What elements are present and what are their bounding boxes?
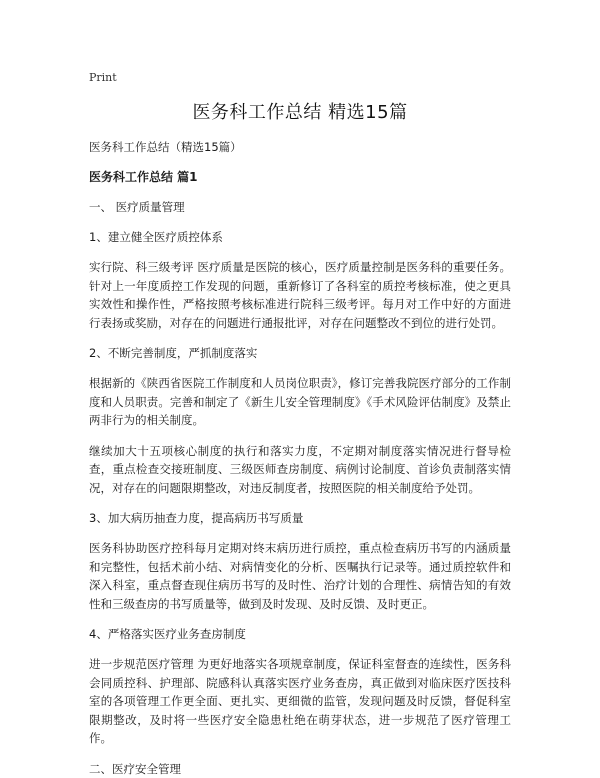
heading-medical-quality: 一、 医疗质量管理 bbox=[89, 200, 185, 214]
paragraph: 继续加大十五项核心制度的执行和落实力度，不定期对制度落实情况进行督导检查，重点检查交接班制度、三级医师查房制度、病例讨论制度、首诊负责制落实情况，对存在的问题限期整改，对违反制度者，按照医院的相关制度给予处罚。 bbox=[89, 443, 511, 495]
paragraph: 实行院、科三级考评 医疗质量是医院的核心，医疗质量控制是医务科的重要任务。针对上一年度质控工作发现的问题，重新修订了各科室的质控考核标准，使之更具实效性和操作性，严格按照考核标准进行院科三级考评。每月对工作中好的方面进行表扬或奖励，对存在的问题进行通报批评，对存在问题整改不到位的进行处罚。 bbox=[89, 260, 511, 330]
paragraph: 进一步规范医疗管理 为更好地落实各项规章制度，保证科室督查的连续性，医务科会同质控科、护理部、院感科认真落实医疗业务查房，真正做到对临床医疗医技科室的各项管理工作更全面、更扎实、更细微的监管，发现问题及时反馈，督促科室限期整改，及时将一些医疗安全隐患杜绝在萌芽状态，进一步规范了医疗管理工作。 bbox=[89, 657, 511, 745]
subheading-records: 3、加大病历抽查力度，提高病历书写质量 bbox=[89, 511, 304, 525]
paragraph: 根据新的《陕西省医院工作制度和人员岗位职责》，修订完善我院医疗部分的工作制度和人员职责。完善和制定了《新生儿安全管理制度》《手术风险评估制度》及禁止两非行为的相关制度。 bbox=[89, 376, 511, 427]
subheading-rules: 2、不断完善制度，严抓制度落实 bbox=[89, 346, 258, 360]
subheading-rounds: 4、严格落实医疗业务查房制度 bbox=[89, 627, 246, 641]
print-label[interactable]: Print bbox=[89, 71, 117, 84]
page-title: 医务科工作总结 精选15篇 bbox=[192, 102, 408, 123]
subheading-qc-system: 1、建立健全医疗质控体系 bbox=[89, 230, 223, 244]
section-title: 医务科工作总结 篇1 bbox=[89, 170, 198, 184]
heading-medical-safety: 二、医疗安全管理 bbox=[89, 761, 181, 776]
paragraph: 医务科协助医疗控科每月定期对终末病历进行质控，重点检查病历书写的内涵质量和完整性，包括术前小结、对病情变化的分析、医嘱执行记录等。通过质控软件和深入科室，重点督查现住病历书写的及时性、治疗计划的合理性、病情告知的有效性和三级查房的书写质量等，做到及时发现、及时反馈、及时更正。 bbox=[89, 541, 511, 611]
document-subtitle: 医务科工作总结（精选15篇） bbox=[89, 140, 242, 154]
